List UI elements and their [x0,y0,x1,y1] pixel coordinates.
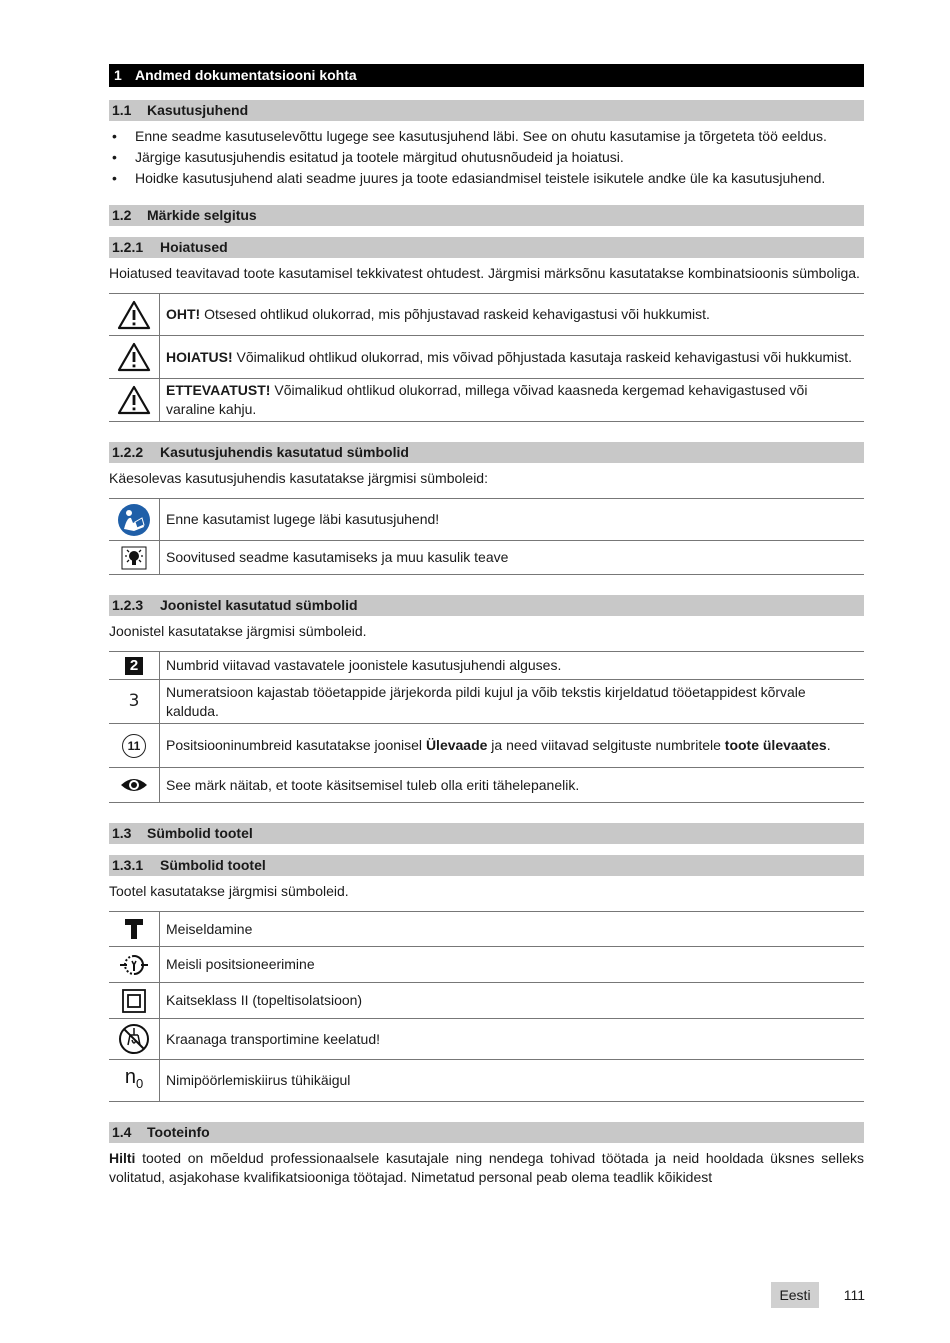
table-row [109,768,864,803]
manual-bullet-list [109,127,864,188]
table-row [109,947,864,983]
section-heading-1-3-1: 1.3.1 Sümbolid tootel [109,855,864,876]
warning-triangle-icon [109,379,160,422]
signal-word: HOIATUS! [166,348,233,365]
table-row: 11 Positsiooninumbreid kasutatakse joonisel Ülevaade ja need viitavad selgituste numbritele toote ülevaates. [109,724,864,768]
manual-symbols-intro: Käesolevas kasutusjuhendis kasutatakse järgmisi sümboleid: [109,470,488,486]
section-heading-1-2-3: 1.2.3 Joonistel kasutatud sümbolid [109,595,864,616]
list-item: • Järgige kasutusjuhendis esitatud ja tootele märgitud ohutusnõudeid ja hoiatusi. [109,148,864,167]
list-item: • Hoidke kasutusjuhend alati seadme juures ja toote edasiandmisel teistele isikutele andke üle ka kasutusjuhend. [109,169,864,188]
symbol-description: Meisli positsioneerimine [160,947,865,983]
symbol-description: Enne kasutamist lugege läbi kasutusjuhend! [160,499,865,541]
drawing-symbols-table [109,651,864,803]
section-heading-1-2: 1.2 Märkide selgitus [109,205,864,226]
symbol-description: Meiseldamine [160,912,865,947]
section-heading-1-4: 1.4 Tooteinfo [109,1122,864,1143]
table-row [109,1019,864,1060]
list-item: • Enne seadme kasutuselevõttu lugege see kasutusjuhend läbi. See on ohutu kasutamise ja tõrgeteta töö eeldus. [109,127,864,146]
no-load-speed-icon: n0 [109,1060,160,1102]
language-label: Eesti [771,1282,819,1308]
table-row [109,379,864,422]
page-number: 111 [843,1287,865,1303]
warnings-table [109,293,864,422]
table-row [109,983,864,1019]
table-row [109,294,864,336]
warning-triangle-icon [109,294,160,336]
drawing-symbols-intro: Joonistel kasutatakse järgmisi sümboleid. [109,623,367,639]
table-row [109,912,864,947]
figure-number-icon: 2 [109,652,160,680]
table-row [109,652,864,680]
chisel-positioning-icon [109,947,160,983]
product-symbols-intro: Tootel kasutatakse järgmisi sümboleid. [109,883,349,899]
signal-word: OHT! [166,306,201,322]
product-info-text: Hilti tooted on mõeldud professionaalsele kasutajale ning nendega tohivad töötada ja neid hooldada üksnes selleks volitatud, asjakohase kvalifikatsiooniga töötajad. Nimetatud personal peab olema teadlik kõikidest [109,1150,864,1185]
attention-eye-icon [109,768,160,803]
symbol-description: Numeratsioon kajastab tööetappide järjekorda pildi kujul ja võib tekstis kirjeldatud tööetappidest kõrvale kalduda. [160,680,865,724]
warning-triangle-icon [109,336,160,379]
warnings-intro: Hoiatused teavitavad toote kasutamisel tekkivatest ohtudest. Järgmisi märksõnu kasutatakse kombinatsioonis sümboliga. [109,265,860,281]
read-manual-icon [109,499,160,541]
symbol-description: Nimipöörlemiskiirus tühikäigul [160,1060,865,1102]
signal-word: ETTEVAATUST! [166,382,271,398]
table-row [109,499,864,541]
symbol-description: Kaitseklass II (topeltisolatsioon) [160,983,865,1019]
symbol-description: Kraanaga transportimine keelatud! [160,1019,865,1060]
tip-lightbulb-icon [109,541,160,575]
table-row [109,336,864,379]
symbol-description: Soovitused seadme kasutamiseks ja muu kasulik teave [160,541,865,575]
section-heading-1: 1 Andmed dokumentatsiooni kohta [109,64,864,87]
symbol-description: Numbrid viitavad vastavatele joonistele kasutusjuhendi alguses. [160,652,865,680]
no-crane-transport-icon [109,1019,160,1060]
warning-text: Otsesed ohtlikud olukorrad, mis põhjustavad raskeid kehavigastusi või hukkumist. [200,306,710,322]
double-insulation-icon [109,983,160,1019]
manual-symbols-table [109,498,864,575]
section-heading-1-2-1: 1.2.1 Hoiatused [109,237,864,258]
section-heading-1-1: 1.1 Kasutusjuhend [109,100,864,121]
table-row [109,680,864,724]
document-page [109,64,864,1187]
chiseling-icon [109,912,160,947]
step-number-icon: 3 [109,680,160,724]
warning-text: Võimalikud ohtlikud olukorrad, mis võivad põhjustada kasutaja raskeid kehavigastusi või hukkumist. [232,348,853,365]
symbol-description: See märk näitab, et toote käsitsemisel tuleb olla eriti tähelepanelik. [160,768,865,803]
section-heading-1-3: 1.3 Sümbolid tootel [109,823,864,844]
product-symbols-table [109,911,864,1102]
warning-text: Võimalikud ohtlikud olukorrad, millega võivad kaasneda kergemad kehavigastused või varaline kahju. [166,382,808,417]
section-heading-1-2-2: 1.2.2 Kasutusjuhendis kasutatud sümbolid [109,442,864,463]
table-row [109,541,864,575]
position-number-icon: 11 [109,724,160,768]
table-row [109,1060,864,1102]
